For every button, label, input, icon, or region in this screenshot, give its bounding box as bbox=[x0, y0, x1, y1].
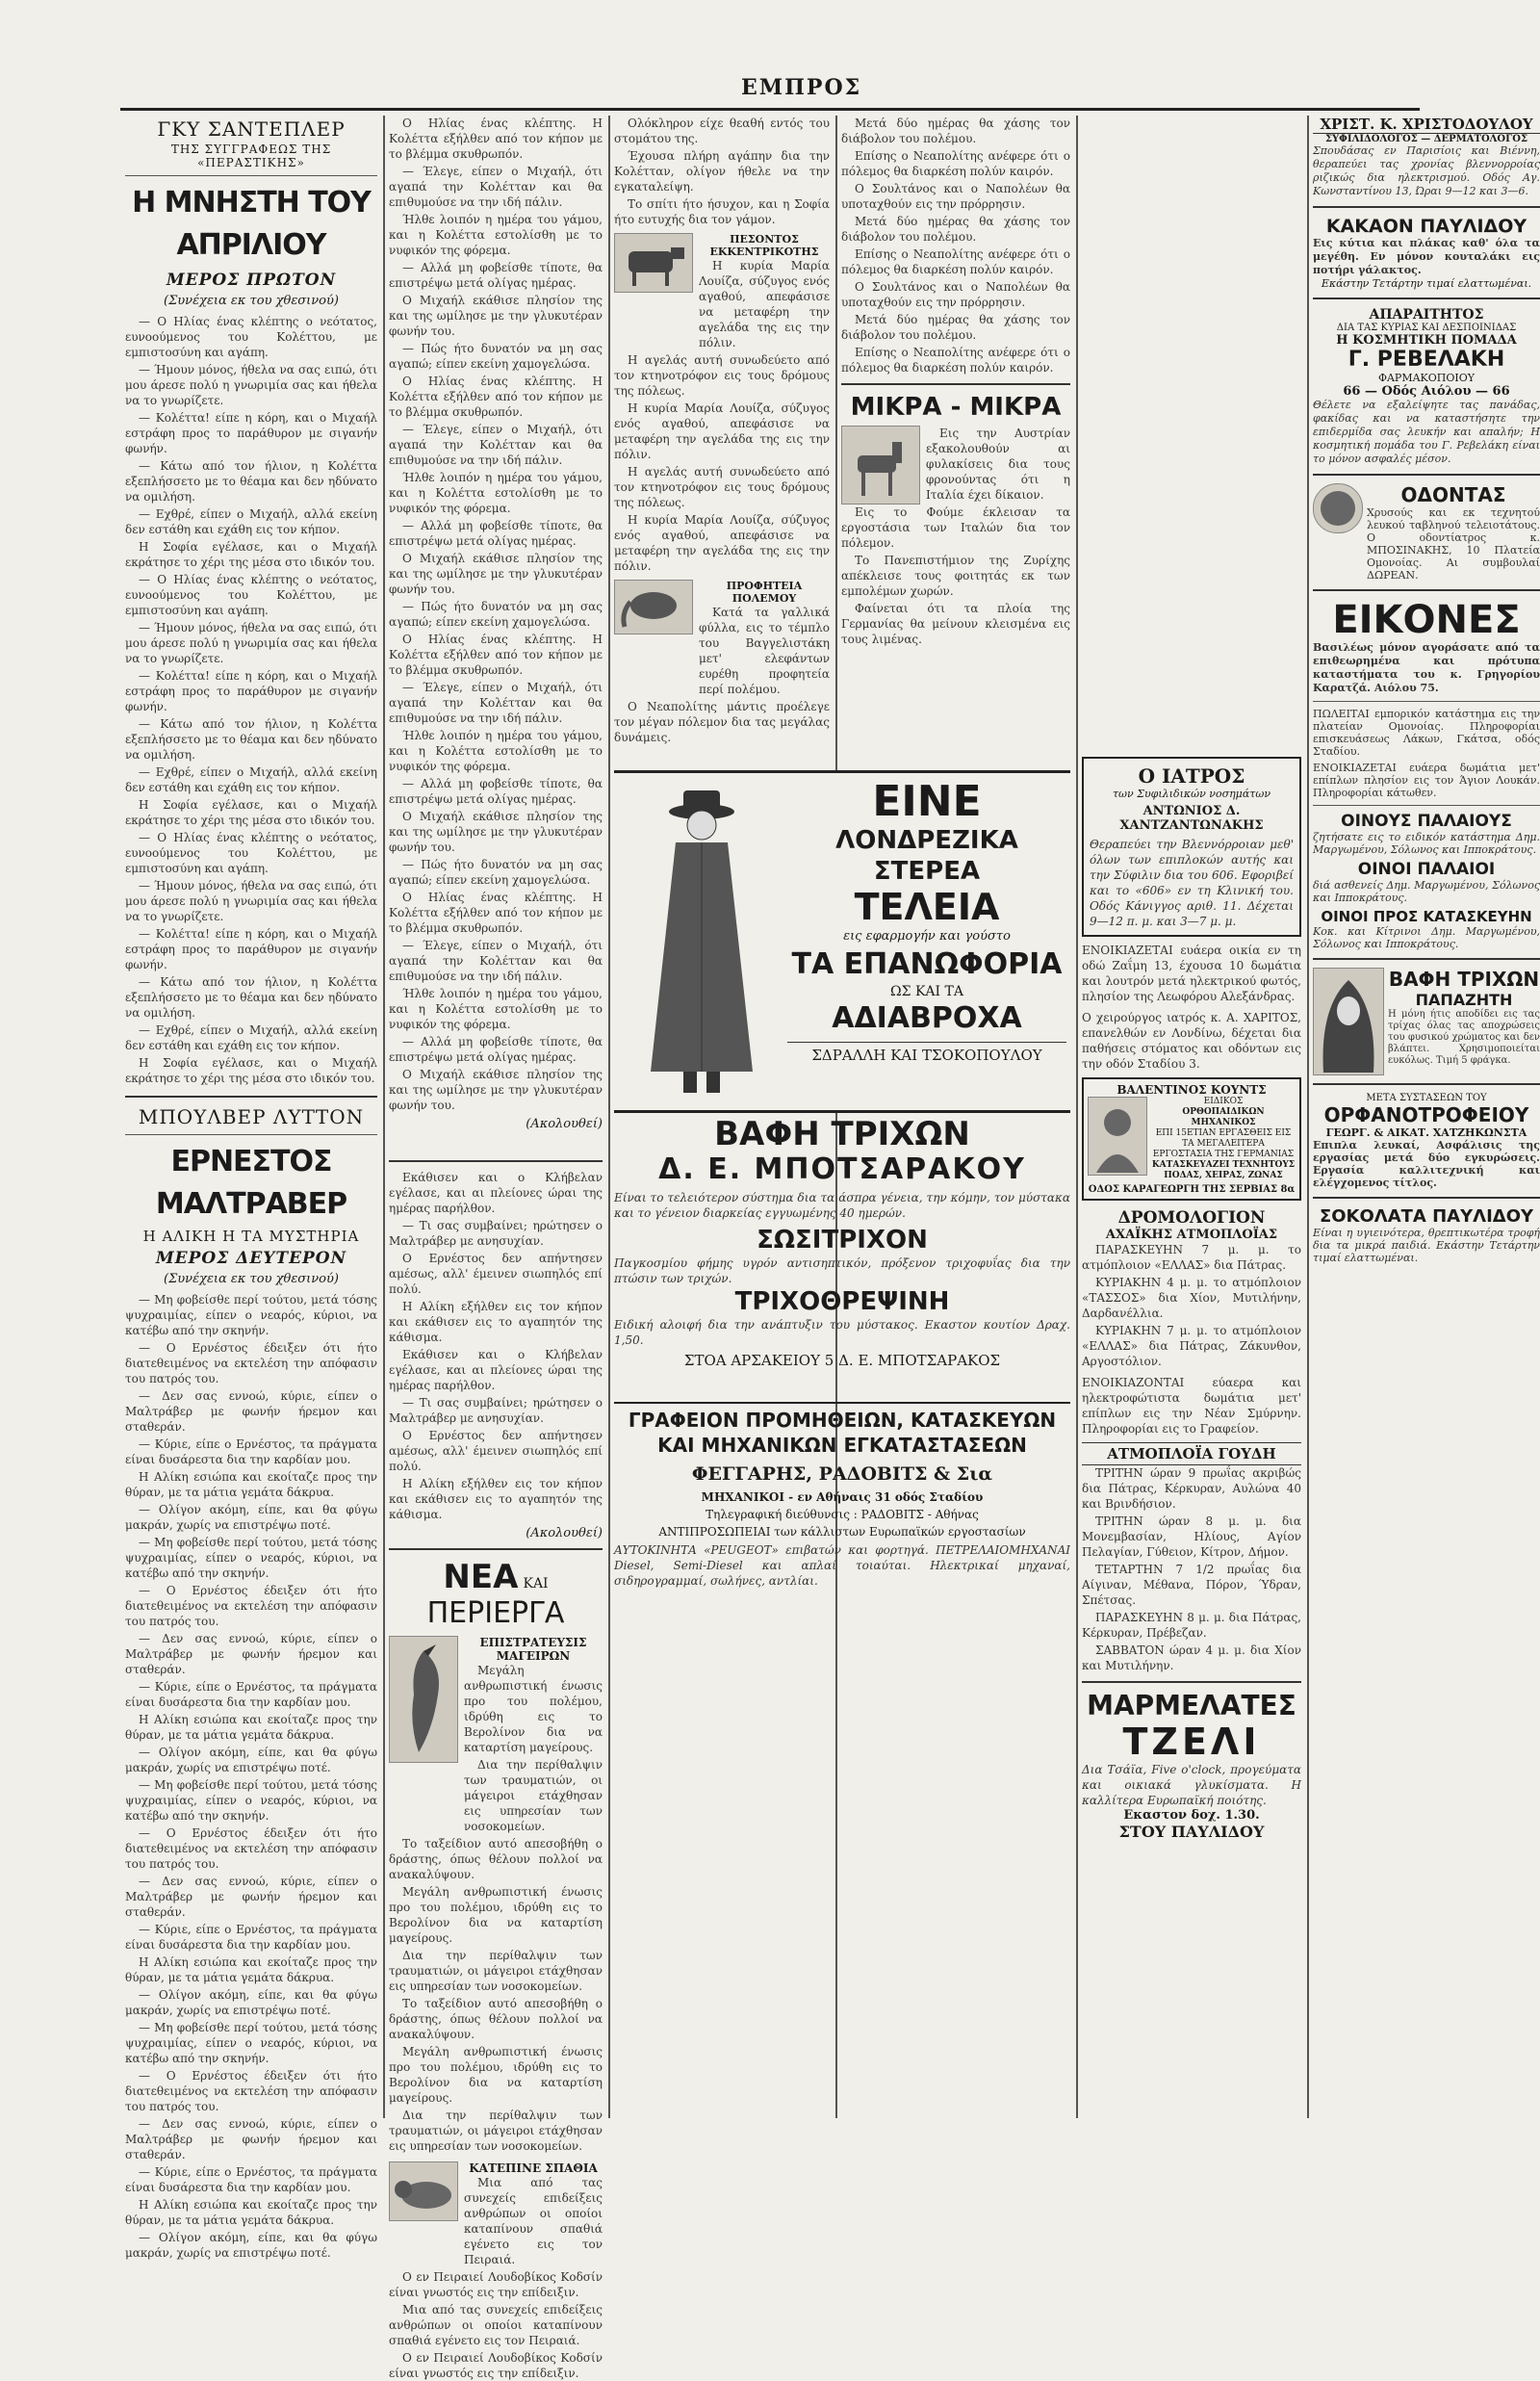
paragraph: Εκάθισεν και ο Κλήβελαν εγέλασε, και αι πλείονες ώραι της ημέρας παρήλθον. bbox=[389, 1348, 603, 1392]
paragraph: Μεγάλη ανθρωπιστική ένωσις προ του πολέμου, ιδρύθη εις το Βερολίνον δια να καταρτίση μαγείρους. bbox=[464, 1664, 603, 1754]
paragraph: Ο Μιχαήλ εκάθισε πλησίον της και της ωμίλησε με την γλυκυτέραν φωνήν του. bbox=[389, 294, 603, 338]
divider bbox=[125, 1134, 377, 1135]
ad-line: ΛΟΝΔΡΕΖΙΚΑ bbox=[835, 826, 1018, 855]
divider bbox=[389, 1160, 603, 1162]
paragraph: Μετά δύο ημέρας θα χάσης τον διάβολον του πολέμου. bbox=[841, 215, 1070, 244]
ad-text: Επιπλα λευκαί, Ασφάλισις της εργασίας μετά δύο εγκυρώσεις. Εργασία καλλιτεχνική και ελέγχομενος τίτλος. bbox=[1313, 1139, 1540, 1189]
continuation-note: (Συνέχεια εκ του χθεσινού) bbox=[164, 1272, 339, 1286]
paragraph: Η αγελάς αυτή συνωδεύετο από τον κτηνοτρόφον εις τους δρόμους της πόλεως. bbox=[614, 353, 830, 398]
paragraph: Δια την περίθαλψιν των τραυματιών, οι μάγειροι ετάχθησαν εις υπηρεσίαν των νοσοκομείων. bbox=[389, 2109, 603, 2153]
portrait-illustration bbox=[1088, 1097, 1147, 1176]
ad-line: ΦΑΡΜΑΚΟΠΟΙΟΥ bbox=[1377, 372, 1476, 384]
ad-text: Βασιλέως μόνον αγοράσατε από τα επιθεωρημένα και πρότυπα καταστήματα του κ. Γρηγορίου Καρατζά. Αιόλου 75. bbox=[1313, 641, 1540, 694]
divider bbox=[841, 383, 1070, 385]
ad-address: ΟΔΟΣ ΚΑΡΑΓΕΩΡΓΗ ΤΗΣ ΣΕΡΒΙΑΣ 8α bbox=[1088, 1184, 1296, 1195]
ad-title: ΚΑΙ ΜΗΧΑΝΙΚΩΝ ΕΓΚΑΤΑΣΤΑΣΕΩΝ bbox=[657, 1434, 1027, 1457]
ad-line: ΤΑ ΕΠΑΝΩΦΟΡΙΑ bbox=[791, 947, 1063, 981]
paragraph: — Ήμουν μόνος, ήθελα να σας ειπώ, ότι μου άρεσε πολύ η γνωριμία σας και ήθελα να το γνωρίζετε. bbox=[125, 363, 377, 407]
paragraph: — Πώς ήτο δυνατόν να μη σας αγαπώ; είπεν εκείνη χαμογελώσα. bbox=[389, 858, 603, 887]
paragraph: Ο Σουλτάνος και ο Ναπολέων θα υποταχθούν εις την πρόρρησιν. bbox=[841, 182, 1070, 211]
ad-title: ΔΡΟΜΟΛΟΓΙΟΝ bbox=[1117, 1208, 1266, 1228]
divider bbox=[1313, 805, 1540, 806]
news-item-text bbox=[389, 2269, 603, 2381]
ad-text: Θεραπεύει την Βλεννόρροιαν μεθ' όλων των επιπλοκών αυτής και την Σύφιλιν δια του 606. Εφοριβεί και το «606» εν τη Κλινική του. Οδός Κάνιγγος αριθ. 11. Δέχεται 9—12 π. μ. και 3—7 μ. μ. bbox=[1090, 838, 1294, 928]
paragraph: Εις το Φούμε έκλεισαν τα εργοστάσια των Ιταλών δια τον πόλεμον. bbox=[841, 505, 1070, 550]
ad-name: ΓΕΩΡΓ. & ΑΙΚΑΤ. ΧΑΤΖΗΚΩΝΣΤΑ bbox=[1325, 1126, 1527, 1139]
paragraph: Δια την περίθαλψιν των τραυματιών, οι μάγειροι ετάχθησαν εις υπηρεσίαν των νοσοκομείων. bbox=[389, 1949, 603, 1993]
news-item-text bbox=[614, 699, 830, 745]
paragraph: Η Αλίκη εσιώπα και εκοίταζε προς την θύραν, με τα μάτια γεμάτα δάκρυα. bbox=[125, 2198, 377, 2227]
tiger-illustration bbox=[389, 2161, 458, 2221]
man-in-coat-icon bbox=[620, 783, 783, 1100]
paragraph: — Μη φοβείσθε περί τούτου, μετά τόσης ψυχραιμίας, είπεν ο νεαρός, κύριοι, να κατέβω από την σκηνήν. bbox=[125, 1778, 377, 1823]
paragraph: — Δεν σας εννοώ, κύριε, είπεν ο Μαλτράβερ με φωνήν ήρεμον και σταθεράν. bbox=[125, 1389, 377, 1434]
paragraph: — Μη φοβείσθε περί τούτου, μετά τόσης ψυχραιμίας, είπεν ο νεαρός, κύριοι, να κατέβω από την σκηνήν. bbox=[125, 1536, 377, 1580]
news-section-title bbox=[389, 1558, 603, 1630]
ad-text: Ειδική αλοιφή δια την ανάπτυξιν του μύστακος. Εκαστον κουτίον Δραχ. 1,50. bbox=[614, 1318, 1070, 1347]
novel-continuation bbox=[389, 116, 603, 1113]
doctor-title: ΣΥΦΙΛΙΔΟΛΟΓΟΣ — ΔΕΡΜΑΤΟΛΟΓΟΣ bbox=[1324, 134, 1528, 144]
paragraph: — Ο Ηλίας ένας κλέπτης ο νεότατος, ευνοούμενος του Κολέττου, με εμπιστοσύνη και αγάπη. bbox=[125, 315, 377, 359]
crest-icon bbox=[1314, 484, 1362, 532]
paragraph: — Κάτω από τον ήλιον, η Κολέττα εξεπλήσσετο με το θέαμα και δεν ηδύνατο να ομιλήση. bbox=[125, 717, 377, 762]
paragraph: Μεγάλη ανθρωπιστική ένωσις προ του πολέμου, ιδρύθη εις το Βερολίνον δια να καταρτίση μαγείρους. bbox=[389, 1885, 603, 1945]
paragraph: — Έλεγε, είπεν ο Μιχαήλ, ότι αγαπά την Κολέτταν και θα επιθυμούσε να την ιδή πάλιν. bbox=[389, 939, 603, 983]
paragraph: — Πώς ήτο δυνατόν να μη σας αγαπώ; είπεν εκείνη χαμογελώσα. bbox=[389, 342, 603, 371]
paragraph: ΣΑΒΒΑΤΟΝ ώραν 4 μ. μ. δια Χίον και Μυτιλήνην. bbox=[1082, 1643, 1301, 1672]
classified-ad: ΕΝΟΙΚΙΑΖΕΤΑΙ ευάερα οικία εν τη οδώ Ζαΐμη 13, έχουσα 10 δωμάτια και λουτρόν μετά ηλεκτρικού φωτός, πλησίον της Λεωφόρου Αλεξάνδρας. bbox=[1082, 944, 1301, 1003]
paragraph: Η Σοφία εγέλασε, και ο Μιχαήλ εκράτησε το χέρι της μέσα στο ιδικόν του. bbox=[125, 540, 377, 569]
paragraph: — Έλεγε, είπεν ο Μιχαήλ, ότι αγαπά την Κολέτταν και θα επιθυμούσε να την ιδή πάλιν. bbox=[389, 681, 603, 725]
paragraph: Ο Μιχαήλ εκάθισε πλησίον της και της ωμίλησε με την γλυκυτέραν φωνήν του. bbox=[389, 810, 603, 854]
news-item-text bbox=[699, 258, 830, 350]
paragraph: — Κολέττα! είπε η κόρη, και ο Μιχαήλ εστράφη προς το παράθυρον με σιγανήν φωνήν. bbox=[125, 927, 377, 971]
divider bbox=[1313, 298, 1540, 299]
news-item-text bbox=[699, 605, 830, 697]
paragraph: Ήλθε λοιπόν η ημέρα του γάμου, και η Κολέττα εστολίσθη με το νυφικόν της φόρεμα. bbox=[389, 471, 603, 515]
ad-telegraph: Τηλεγραφική διεύθυνσις : ΡΑΔΟΒΙΤΣ - Αθήνας bbox=[706, 1508, 979, 1521]
ad-text: Χρυσούς και εκ τεχνητού λευκού ταβληνού τελειοτάτους. Ο οδοντίατρος κ. ΜΠΟΣΙΝΑΚΗΣ, 10 Πλατεία Ομονοίας. Αι συμβουλαί ΔΩΡΕΑΝ. bbox=[1367, 506, 1540, 582]
ad-agents: ΑΝΤΙΠΡΟΣΩΠΕΙΑΙ των κάλλιστων Ευρωπαϊκών εργοστασίων bbox=[658, 1525, 1026, 1539]
ad-text: Εις κύτια και πλάκας καθ' όλα τα μεγέθη. Εν μόνον κουταλάκι εις ποτήρι γάλακτος. bbox=[1313, 237, 1540, 276]
paragraph: Ο Ηλίας ένας κλέπτης. Η Κολέττα εξήλθεν από τον κήπον με το βλέμμα σκυθρωπόν. bbox=[389, 891, 603, 935]
ad-name: Γ. ΡΕΒΕΛΑΚΗ bbox=[1348, 348, 1505, 372]
orthopaedic-ad bbox=[1082, 1077, 1301, 1201]
paragraph: — Κάτω από τον ήλιον, η Κολέττα εξεπλήσσετο με το θέαμα και δεν ηδύνατο να ομιλήση. bbox=[125, 975, 377, 1020]
tiger-icon bbox=[390, 2162, 457, 2220]
classified-ad: Ο χειρούργος ιατρός κ. Α. ΧΑΡΙΤΟΣ, επανελθών εν Λονδίνω, δέχεται δια παθήσεις στόματος και οδόντων εις την οδόν Σταδίου 3. bbox=[1082, 1011, 1301, 1071]
ad-title: ΑΠΑΡΑΙΤΗΤΟΣ bbox=[1369, 307, 1484, 323]
paragraph: Ο Ηλίας ένας κλέπτης. Η Κολέττα εξήλθεν από τον κήπον με το βλέμμα σκυθρωπόν. bbox=[389, 633, 603, 677]
paragraph: — Δεν σας εννοώ, κύριε, είπεν ο Μαλτράβερ με φωνήν ήρεμον και σταθεράν. bbox=[125, 2117, 377, 2161]
author-subtitle: ΤΗΣ ΣΥΓΓΡΑΦΕΩΣ ΤΗΣ «ΠΕΡΑΣΤΙΚΗΣ» bbox=[170, 142, 332, 169]
author-name: ΓΚΥ ΣΑΝΤΕΠΛΕΡ bbox=[157, 117, 346, 141]
ad-title: ΟΙΝΟΙ ΠΡΟΣ ΚΑΤΑΣΚΕΥΗΝ bbox=[1321, 908, 1532, 925]
paragraph: Μετά δύο ημέρας θα χάσης τον διάβολον του πολέμου. bbox=[841, 116, 1070, 145]
paragraph: Επίσης ο Νεαπολίτης ανέφερε ότι ο πόλεμος θα διαρκέση πολύν καιρόν. bbox=[841, 346, 1070, 375]
ad-title: ΟΔΟΝΤΑΣ bbox=[1400, 483, 1506, 506]
paragraph: Ολόκληρον είχε θεαθή εντός του στομάτου της. bbox=[614, 116, 830, 145]
ad-text: Σπουδάσας εν Παρισίοις και Βιέννη, θεραπεύει τας χρονίας βλεννορροίας ριζικώς δια ηλεκτρισμού. Οδός Αγ. Κωνσταντίνου 13, Ώραι 9—12 και 3—6. bbox=[1313, 144, 1540, 197]
novel-continuation bbox=[389, 1170, 603, 1522]
divider bbox=[125, 175, 377, 176]
paragraph: — Ο Ερνέστος έδειξεν ότι ήτο διατεθειμένος να εκτελέση την απόφασιν του πατρός του. bbox=[125, 1826, 377, 1871]
ad-text: Η μόνη ήτις αποδίδει εις τας τρίχας όλας τας αποχρώσεις του φυσικού χρώματος και δεν βλάπτει. Χρησιμοποιείται ευκόλως. Τιμή 5 φράγκα. bbox=[1388, 1009, 1540, 1066]
news-item-text bbox=[464, 1663, 603, 1834]
ad-address: 66 — Οδός Αιόλου — 66 bbox=[1343, 384, 1510, 399]
paragraph: Ο Μιχαήλ εκάθισε πλησίον της και της ωμίλησε με την γλυκυτέραν φωνήν του. bbox=[389, 1068, 603, 1112]
ad-text: ΑΥΤΟΚΙΝΗΤΑ «PEUGEOT» επιβατών και φορτηγά. ΠΕΤΡΕΛΑΙΟΜΗΧΑΝΑΙ Diesel, Semi-Diesel και απλαί τοιαύται. Ηλεκτρικαί μηχαναί, σιδηρογραμμαί, σωλήνες, αντλίαι. bbox=[614, 1543, 1070, 1588]
paragraph: — Ήμουν μόνος, ήθελα να σας ειπώ, ότι μου άρεσε πολύ η γνωριμία σας και ήθελα να το γνωρίζετε. bbox=[125, 621, 377, 665]
author-name: ΜΠΟΥΛΒΕΡ ΛΥΤΤΟΝ bbox=[138, 1105, 365, 1128]
cow-illustration bbox=[614, 233, 693, 293]
novel-part: ΜΕΡΟΣ ΔΕΥΤΕΡΟΝ bbox=[155, 1249, 347, 1268]
paragraph: — Εχθρέ, είπεν ο Μιχαήλ, αλλά εκείνη δεν εστάθη και εχάθη εις τον κήπον. bbox=[125, 1023, 377, 1052]
crest-illustration bbox=[1313, 483, 1363, 533]
news-item-text bbox=[841, 505, 1070, 647]
doctor-ad bbox=[1082, 757, 1301, 937]
column-divider bbox=[608, 116, 610, 2118]
divider bbox=[1313, 701, 1540, 702]
ad-product: Η ΚΟΣΜΗΤΙΚΗ ΠΟΜΑΔΑ bbox=[1336, 333, 1517, 348]
paragraph: Ήλθε λοιπόν η ημέρα του γάμου, και η Κολέττα εστολίσθη με το νυφικόν της φόρεμα. bbox=[389, 729, 603, 773]
paragraph: Εκάθισεν και ο Κλήβελαν εγέλασε, και αι πλείονες ώραι της ημέρας παρήλθον. bbox=[389, 1171, 603, 1215]
paragraph: — Δεν σας εννοώ, κύριε, είπεν ο Μαλτράβερ με φωνήν ήρεμον και σταθεράν. bbox=[125, 1632, 377, 1676]
news-item-text bbox=[614, 352, 830, 574]
divider bbox=[389, 1548, 603, 1550]
paragraph: Μια από τας συνεχείς επιδείξεις ανθρώπων οι οποίοι καταπίνουν σπαθιά εγένετο εις τον Πειραιά. bbox=[389, 2303, 603, 2347]
ad-title: ΓΡΑΦΕΙΟΝ ΠΡΟΜΗΘΕΙΩΝ, ΚΑΤΑΣΚΕΥΩΝ bbox=[628, 1409, 1057, 1432]
schedule-text bbox=[1082, 1242, 1301, 1369]
elephant-illustration bbox=[614, 580, 693, 634]
news-item-heading: ΕΠΙΣΤΡΑΤΕΥΣΙΣ ΜΑΓΕΙΡΩΝ bbox=[479, 1636, 587, 1663]
paragraph: — Κολέττα! είπε η κόρη, και ο Μιχαήλ εστράφη προς το παράθυρον με σιγανήν φωνήν. bbox=[125, 411, 377, 455]
paragraph: Μετά δύο ημέρας θα χάσης τον διάβολον του πολέμου. bbox=[841, 313, 1070, 342]
paragraph: — Έλεγε, είπεν ο Μιχαήλ, ότι αγαπά την Κολέτταν και θα επιθυμούσε να την ιδή πάλιν. bbox=[389, 165, 603, 209]
horse-illustration bbox=[841, 426, 920, 505]
novel-title: Η ΜΝΗΣΤΗ ΤΟΥ ΑΠΡΙΛΙΟΥ bbox=[132, 186, 371, 262]
paragraph: — Ο Ηλίας ένας κλέπτης ο νεότατος, ευνοούμενος του Κολέττου, με εμπιστοσύνη και αγάπη. bbox=[125, 573, 377, 617]
paragraph: ΤΕΤΑΡΤΗΝ 7 1/2 πρωΐας δια Αίγιναν, Μέθανα, Πόρον, Ύδραν, Σπέτσας. bbox=[1082, 1563, 1301, 1607]
paragraph: ΤΡΙΤΗΝ ώραν 8 μ. μ. δια Μονεμβασίαν, Ηλίους, Αγίον Πελαγίαν, Γύθειον, Κίτρον, Δήμον. bbox=[1082, 1514, 1301, 1559]
masthead bbox=[0, 0, 1540, 116]
ad-firm: ΦΕΓΓΑΡΗΣ, ΡΑΔΟΒΙΤΣ & Σια bbox=[691, 1463, 993, 1485]
paragraph: Η αγελάς αυτή συνωδεύετο από τον κτηνοτρόφον εις τους δρόμους της πόλεως. bbox=[614, 465, 830, 509]
ad-subtitle: ΤΡΙΧΟΘΡΕΨΙΝΗ bbox=[734, 1287, 950, 1316]
ad-title: ΚΑΚΑΟΝ ΠΑΥΛΙΔΟΥ bbox=[1325, 216, 1527, 237]
paragraph: ΠΑΡΑΣΚΕΥΗΝ 7 μ. μ. το ατμόπλοιον «ΕΛΛΑΣ» δια Πάτρας. bbox=[1082, 1243, 1301, 1272]
paragraph: Η κυρία Μαρία Λουίζα, σύζυγος ενός αγαθού, απεφάσισε να μεταφέρη την αγελάδα της εις την πόλιν. bbox=[614, 513, 830, 573]
ad-subtitle: ΔΙΑ ΤΑΣ ΚΥΡΙΑΣ ΚΑΙ ΔΕΣΠΟΙΝΙΔΑΣ bbox=[1336, 323, 1517, 333]
news-item-heading: ΠΕΣΟΝΤΟΣ ΕΚΚΕΝΤΡΙΚΟΤΗΣ bbox=[709, 233, 819, 258]
ad-line: ΕΙΔΙΚΟΣ bbox=[1203, 1097, 1244, 1106]
mikra-title: ΜΙΚΡΑ - ΜΙΚΡΑ bbox=[850, 393, 1062, 422]
article-text bbox=[841, 116, 1070, 375]
ad-title: ΤΖΕΛΙ bbox=[1122, 1721, 1261, 1763]
paragraph: Ο Νεαπολίτης μάντις προέλεγε τον μέγαν πόλεμον δια τας μεγάλας δυνάμεις. bbox=[614, 700, 830, 744]
paragraph: Ήλθε λοιπόν η ημέρα του γάμου, και η Κολέττα εστολίσθη με το νυφικόν της φόρεμα. bbox=[389, 213, 603, 257]
classified-ad: ΠΩΛΕΙΤΑΙ εμπορικόν κατάστημα εις την πλατείαν Ομονοίας. Πληροφορίαι επισκευάσεως Λάκων, Γκάτσα, οδός Σταδίου. bbox=[1313, 708, 1540, 758]
paragraph: Η κυρία Μαρία Λουίζα, σύζυγος ενός αγαθού, απεφάσισε να μεταφέρη την αγελάδα της εις την πόλιν. bbox=[614, 401, 830, 461]
ad-line: εις εφαρμογήν και γούστο bbox=[843, 929, 1011, 944]
woman-portrait-icon bbox=[1314, 969, 1383, 1074]
classified-ad: ΕΝΟΙΚΙΑΖΟΝΤΑΙ εύαερα και ηλεκτροφώτιστα δωμάτια μετ' επίπλων εις την Νέαν Σμύρνην. Πληροφορίαι εις το Γραφείον. bbox=[1082, 1376, 1301, 1436]
ad-line: ΤΕΛΕΙΑ bbox=[854, 886, 1000, 928]
to-be-continued: (Ακολουθεί) bbox=[526, 1526, 603, 1540]
paragraph: — Ήμουν μόνος, ήθελα να σας ειπώ, ότι μου άρεσε πολύ η γνωριμία σας και ήθελα να το γνωρίζετε. bbox=[125, 879, 377, 923]
ad-title: ΠΑΠΑΖΗΤΗ bbox=[1415, 991, 1513, 1009]
paragraph: Το ταξείδιον αυτό απεσοβήθη ο δράστης, όπως θέλουν πολλοί να ανακαλύψουν. bbox=[389, 1997, 603, 2041]
paragraph: Το ταξείδιον αυτό απεσοβήθη ο δράστης, όπως θέλουν πολλοί να ανακαλύψουν. bbox=[389, 1837, 603, 1881]
hair-dye-advertisement bbox=[614, 1115, 1070, 1394]
ad-address: ΣΤΟΑ ΑΡΣΑΚΕΙΟΥ 5 Δ. Ε. ΜΠΟΤΣΑΡΑΚΟΣ bbox=[683, 1352, 1001, 1369]
paragraph: — Ολίγον ακόμη, είπε, και θα φύγω μακράν, χωρίς να επιστρέψω ποτέ. bbox=[125, 2231, 377, 2260]
divider bbox=[125, 1096, 377, 1098]
divider bbox=[1313, 589, 1540, 591]
to-be-continued: (Ακολουθεί) bbox=[526, 1117, 603, 1131]
elephant-icon bbox=[615, 581, 692, 634]
schedule-text bbox=[1082, 1465, 1301, 1673]
news-title-word: ΚΑΙ bbox=[523, 1576, 549, 1592]
ad-title: ΒΑΛΕΝΤΙΝΟΣ ΚΟΥΝΤΣ bbox=[1116, 1083, 1267, 1097]
ad-shop: ΣΤΟΥ ΠΑΥΛΙΔΟΥ bbox=[1118, 1823, 1265, 1841]
paragraph: — Τι σας συμβαίνει; ηρώτησεν ο Μαλτράβερ με ανησυχίαν. bbox=[389, 1396, 603, 1425]
paragraph: — Ο Ερνέστος έδειξεν ότι ήτο διατεθειμένος να εκτελέση την απόφασιν του πατρός του. bbox=[125, 1341, 377, 1385]
paragraph: — Αλλά μη φοβείσθε τίποτε, θα επιστρέψω μετά ολίγας ημέρας. bbox=[389, 519, 603, 548]
paragraph: Κατά τα γαλλικά φύλλα, εις το τέμπλο του Βαγγελιστάκη μετ' ελεφάντων ευρέθη προφητεία περί πολέμου. bbox=[699, 606, 830, 696]
doctor-name: ΑΝΤΩΝΙΟΣ Δ. ΧΑΝΤΖΑΝΤΩΝΑΚΗΣ bbox=[1119, 804, 1264, 833]
paragraph: Ο Ερνέστος δεν απήντησεν αμέσως, αλλ' έμεινεν σιωπηλός επί πολύ. bbox=[389, 1252, 603, 1296]
paragraph: Φαίνεται ότι τα πλοία της Γερμανίας θα μείνουν κλεισμένα εις τους λιμένας. bbox=[841, 602, 1070, 646]
paragraph: Ο Σουλτάνος και ο Ναπολέων θα υποταχθούν εις την πρόρρησιν. bbox=[841, 280, 1070, 309]
novel-subtitle: Η ΑΛΙΚΗ Η ΤΑ ΜΥΣΤΗΡΙΑ bbox=[142, 1228, 360, 1245]
paragraph: — Ο Ερνέστος έδειξεν ότι ήτο διατεθειμένος να εκτελέση την απόφασιν του πατρός του. bbox=[125, 2069, 377, 2113]
column-divider bbox=[383, 116, 385, 2118]
paragraph: Μια από τας συνεχείς επιδείξεις ανθρώπων οι οποίοι καταπίνουν σπαθιά εγένετο εις τον Πειραιά. bbox=[464, 2176, 603, 2266]
paragraph: — Ο Ηλίας ένας κλέπτης ο νεότατος, ευνοούμενος του Κολέττου, με εμπιστοσύνη και αγάπη. bbox=[125, 831, 377, 875]
paragraph: Ήλθε λοιπόν η ημέρα του γάμου, και η Κολέττα εστολίσθη με το νυφικόν της φόρεμα. bbox=[389, 987, 603, 1031]
paragraph: — Κύριε, είπε ο Ερνέστος, τα πράγματα είναι δυσάρεστα δια την καρδίαν μου. bbox=[125, 1437, 377, 1466]
paragraph: Ο εν Πειραιεί Λουδοβίκος Κοδσίν είναι γνωστός εις την επίδειξιν. bbox=[389, 2270, 603, 2299]
paragraph: — Πώς ήτο δυνατόν να μη σας αγαπώ; είπεν εκείνη χαμογελώσα. bbox=[389, 600, 603, 629]
ad-line: ΚΑΤΑΣΚΕΥΑΖΕΙ ΤΕΧΝΗΤΟΥΣ ΠΟΔΑΣ, ΧΕΙΡΑΣ, ΖΩΝΑΣ bbox=[1151, 1160, 1296, 1180]
classified-ad: ΕΝΟΙΚΙΑΖΕΤΑΙ ευάερα δωμάτια μετ' επίπλων πλησίον εις τον Άγιον Λουκάν. Πληροφορίαι κάτωθεν. bbox=[1313, 762, 1540, 799]
doctor-name: ΧΡΙΣΤ. Κ. ΧΡΙΣΤΟΔΟΥΛΟΥ bbox=[1313, 116, 1540, 134]
ad-note: Εκάστην Τετάρτην τιμαί ελαττωμέναι. bbox=[1321, 277, 1532, 290]
paragraph: — Αλλά μη φοβείσθε τίποτε, θα επιστρέψω μετά ολίγας ημέρας. bbox=[389, 261, 603, 290]
novel-title: ΕΡΝΕΣΤΟΣ ΜΑΛΤΡΑΒΕΡ bbox=[155, 1145, 347, 1221]
paragraph: Επίσης ο Νεαπολίτης ανέφερε ότι ο πόλεμος θα διαρκέση πολύν καιρόν. bbox=[841, 247, 1070, 276]
bird-illustration bbox=[389, 1636, 458, 1763]
ad-text: Δια Τσάϊα, Five o'clock, προγεύματα και οικιακά γλυκίσματα. Η καλλίτερα Ευρωπαϊκή ποιότης. bbox=[1082, 1763, 1301, 1807]
paragraph: Επίσης ο Νεαπολίτης ανέφερε ότι ο πόλεμος θα διαρκέση πολύν καιρόν. bbox=[841, 149, 1070, 178]
paragraph: Μεγάλη ανθρωπιστική ένωσις προ του πολέμου, ιδρύθη εις το Βερολίνον δια να καταρτίση μαγείρους. bbox=[389, 2045, 603, 2105]
ad-title: ΑΤΜΟΠΛΟΪΑ ΓΟΥΔΗ bbox=[1082, 1442, 1301, 1465]
divider bbox=[1313, 1197, 1540, 1199]
ad-title: ΒΑΦΗ ΤΡΙΧΩΝ bbox=[714, 1115, 970, 1153]
newspaper-title: ΕΜΠΡΟΣ bbox=[741, 75, 862, 100]
paragraph: — Ο Ερνέστος έδειξεν ότι ήτο διατεθειμένος να εκτελέση την απόφασιν του πατρός του. bbox=[125, 1584, 377, 1628]
article-text bbox=[614, 116, 830, 227]
paragraph: ΠΑΡΑΣΚΕΥΗΝ 8 μ. μ. δια Πάτρας, Κέρκυραν, Πρέβεζαν. bbox=[1082, 1611, 1301, 1640]
ad-text: διά ασθενείς Δημ. Μαργωμένου, Σόλωνος και Ιπποκράτους. bbox=[1313, 879, 1540, 904]
paragraph: Εις την Αυστρίαν εξακολουθούν αι φυλακίσεις δια τους φρονούντας ότι η Ιταλία έχει δίκαιον. bbox=[926, 427, 1070, 502]
news-title-word: ΝΕΑ bbox=[443, 1558, 519, 1596]
ad-text: Είναι η υγιεινότερα, θρεπτικωτέρα τροφή δια τα μικρά παιδιά. Εκάστην Τετάρτην τιμαί ελαττωμέναι. bbox=[1313, 1227, 1540, 1264]
paragraph: — Αλλά μη φοβείσθε τίποτε, θα επιστρέψω μετά ολίγας ημέρας. bbox=[389, 1035, 603, 1064]
bird-icon bbox=[390, 1637, 457, 1762]
paragraph: — Ολίγον ακόμη, είπε, και θα φύγω μακράν, χωρίς να επιστρέψω ποτέ. bbox=[125, 1746, 377, 1774]
ad-title: ΒΑΦΗ ΤΡΙΧΩΝ bbox=[1388, 968, 1540, 991]
ad-text: ζητήσατε εις το ειδικόν κατάστημα Δημ. Μαργωμένου, Σόλωνος και Ιπποκράτους. bbox=[1313, 831, 1540, 856]
paragraph: — Δεν σας εννοώ, κύριε, είπεν ο Μαλτράβερ με φωνήν ήρεμον και σταθεράν. bbox=[125, 1875, 377, 1919]
ad-subtitle: ΑΧΑΪΚΗΣ ΑΤΜΟΠΛΟΪΑΣ bbox=[1105, 1228, 1278, 1242]
masthead-rule bbox=[120, 108, 1420, 111]
woman-portrait-illustration bbox=[1313, 968, 1384, 1075]
paragraph: Ο εν Πειραιεί Λουδοβίκος Κοδσίν είναι γνωστός εις την επίδειξιν. bbox=[389, 2351, 603, 2380]
news-item-text bbox=[926, 426, 1070, 505]
divider bbox=[1313, 958, 1540, 960]
divider bbox=[1313, 1083, 1540, 1085]
paragraph: Ο Ηλίας ένας κλέπτης. Η Κολέττα εξήλθεν από τον κήπον με το βλέμμα σκυθρωπόν. bbox=[389, 375, 603, 419]
paragraph: — Κάτω από τον ήλιον, η Κολέττα εξεπλήσσετο με το θέαμα και δεν ηδύνατο να ομιλήση. bbox=[125, 459, 377, 504]
news-item-heading: ΠΡΟΦΗΤΕΙΑ ΠΟΛΕΜΟΥ bbox=[726, 580, 803, 605]
ad-line: ΣΤΕΡΕΑ bbox=[873, 857, 981, 886]
divider bbox=[1313, 206, 1540, 208]
column-5 bbox=[1313, 116, 1540, 2118]
paragraph: Ο Μιχαήλ εκάθισε πλησίον της και της ωμίλησε με την γλυκυτέραν φωνήν του. bbox=[389, 552, 603, 596]
paragraph: Η Αλίκη εξήλθεν εις τον κήπον και εκάθισεν εις το αγαπητόν της κάθισμα. bbox=[389, 1300, 603, 1344]
paragraph: — Κύριε, είπε ο Ερνέστος, τα πράγματα είναι δυσάρεστα δια την καρδίαν μου. bbox=[125, 1923, 377, 1952]
horse-icon bbox=[842, 427, 919, 504]
ad-title: ΟΙΝΟΥΣ ΠΑΛΑΙΟΥΣ bbox=[1341, 812, 1512, 831]
paragraph: Η Σοφία εγέλασε, και ο Μιχαήλ εκράτησε το χέρι της μέσα στο ιδικόν του. bbox=[125, 798, 377, 827]
paragraph: ΤΡΙΤΗΝ ώραν 9 πρωΐας ακριβώς δια Πάτρας, Κέρκυραν, Αυλώνα 40 και Βρινδήσιον. bbox=[1082, 1466, 1301, 1511]
paragraph: — Ολίγον ακόμη, είπε, και θα φύγω μακράν, χωρίς να επιστρέψω ποτέ. bbox=[125, 1503, 377, 1532]
paragraph: — Αλλά μη φοβείσθε τίποτε, θα επιστρέψω μετά ολίγας ημέρας. bbox=[389, 777, 603, 806]
engineering-advertisement bbox=[614, 1402, 1070, 1712]
paragraph: — Μη φοβείσθε περί τούτου, μετά τόσης ψυχραιμίας, είπεν ο νεαρός, κύριοι, να κατέβω από την σκηνήν. bbox=[125, 2021, 377, 2065]
news-item-text bbox=[464, 2175, 603, 2267]
novel-text bbox=[125, 314, 377, 1086]
ad-title: Δ. Ε. ΜΠΟΤΣΑΡΑΚΟΥ bbox=[658, 1152, 1026, 1186]
ad-text: Κοκ. και Κίτρινοι Δημ. Μαργωμένου, Σόλωνος και Ιπποκράτους. bbox=[1313, 925, 1540, 950]
paragraph: — Κύριε, είπε ο Ερνέστος, τα πράγματα είναι δυσάρεστα δια την καρδίαν μου. bbox=[125, 1680, 377, 1709]
ad-title: ΕΙΚΟΝΕΣ bbox=[1332, 598, 1521, 642]
ad-headline: ΕΙΝΕ bbox=[872, 777, 982, 826]
novel-part: ΜΕΡΟΣ ΠΡΩΤΟΝ bbox=[166, 271, 337, 290]
ad-text: Θέλετε να εξαλείψητε τας πανάδας, φακίδας και να καταστήσητε την επιδερμίδα σας λευκήν και απαλήν; Η κοσμητική πομάδα του Γ. Ρεβελάκη είναι το μόνον ασφαλές μέσον. bbox=[1313, 399, 1540, 465]
column-2 bbox=[389, 116, 603, 2380]
paragraph: Ο Ηλίας ένας κλέπτης. Η Κολέττα εξήλθεν από τον κήπον με το βλέμμα σκυθρωπόν. bbox=[389, 116, 603, 161]
column-4-lower bbox=[1082, 751, 1301, 2118]
paragraph: — Ολίγον ακόμη, είπε, και θα φύγω μακράν, χωρίς να επιστρέψω ποτέ. bbox=[125, 1988, 377, 2017]
ad-firm: ΣΔΡΑΛΛΗ ΚΑΙ ΤΣΟΚΟΠΟΥΛΟΥ bbox=[787, 1042, 1066, 1064]
ad-text: Είναι το τελειότερον σύστημα δια τα άσπρα γένεια, την κόμην, τον μύστακα και το γένειον διαρκείας εγγυωμένης 40 ημερών. bbox=[614, 1191, 1070, 1220]
paragraph: Η Αλίκη εσιώπα και εκοίταζε προς την θύραν, με τα μάτια γεμάτα δάκρυα. bbox=[125, 1955, 377, 1984]
ad-subtitle: των Συφιλιδικών νοσημάτων bbox=[1112, 788, 1271, 800]
column-divider bbox=[1076, 116, 1078, 2118]
paragraph: Ο Ερνέστος δεν απήντησεν αμέσως, αλλ' έμεινεν σιωπηλός επί πολύ. bbox=[389, 1429, 603, 1473]
ad-title: ΟΙΝΟΙ ΠΑΛΑΙΟΙ bbox=[1357, 860, 1496, 879]
ad-line: ΑΔΙΑΒΡΟΧΑ bbox=[832, 1001, 1022, 1035]
news-item-heading: ΚΑΤΕΠΙΝΕ ΣΠΑΘΙΑ bbox=[469, 2161, 598, 2175]
paragraph: Το Πανεπιστήμιον της Ζυρίχης απέκλεισε τους φοιτητάς εκ των εμπολέμων χωρών. bbox=[841, 554, 1070, 598]
news-item-text bbox=[389, 1836, 603, 2154]
paragraph: Η Αλίκη εξήλθεν εις τον κήπον και εκάθισεν εις το αγαπητόν της κάθισμα. bbox=[389, 1477, 603, 1521]
paragraph: Δια την περίθαλψιν των τραυματιών, οι μάγειροι ετάχθησαν εις υπηρεσίαν των νοσοκομείων. bbox=[464, 1758, 603, 1833]
paragraph: Η Αλίκη εσιώπα και εκοίταζε προς την θύραν, με τα μάτια γεμάτα δάκρυα. bbox=[125, 1713, 377, 1742]
paragraph: Η Αλίκη εσιώπα και εκοίταζε προς την θύραν, με τα μάτια γεμάτα δάκρυα. bbox=[125, 1470, 377, 1499]
ad-line: ΜΕΤΑ ΣΥΣΤΑΣΕΩΝ ΤΟΥ bbox=[1366, 1093, 1487, 1103]
paragraph: — Εχθρέ, είπεν ο Μιχαήλ, αλλά εκείνη δεν εστάθη και εχάθη εις τον κήπον. bbox=[125, 507, 377, 536]
ad-title: Ο ΙΑΤΡΟΣ bbox=[1138, 764, 1245, 788]
paragraph: — Τι σας συμβαίνει; ηρώτησεν ο Μαλτράβερ με ανησυχίαν. bbox=[389, 1219, 603, 1248]
portrait-icon bbox=[1089, 1098, 1146, 1175]
ad-subtitle: ΣΩΣΙΤΡΙΧΟΝ bbox=[757, 1226, 928, 1255]
ad-line: ΕΠΙ 15ΕΤΙΑΝ ΕΡΓΑΣΘΕΙΣ ΕΙΣ ΤΑ ΜΕΓΑΛΕΙΤΕΡΑ ΕΡΓΟΣΤΑΣΙΑ ΤΗΣ ΓΕΡΜΑΝΙΑΣ bbox=[1152, 1128, 1295, 1159]
ad-text: Παγκοσμίου φήμης υγρόν αντισηπτικόν, πρόξενον τριχοφυΐας δια την πτώσιν των τριχών. bbox=[614, 1256, 1070, 1285]
paragraph: Η Σοφία εγέλασε, και ο Μιχαήλ εκράτησε το χέρι της μέσα στο ιδικόν του. bbox=[125, 1056, 377, 1085]
cow-icon bbox=[615, 234, 692, 292]
ad-line: ΩΣ ΚΑΙ ΤΑ bbox=[890, 984, 963, 999]
news-title-word: ΠΕΡΙΕΡΓΑ bbox=[426, 1596, 565, 1630]
paragraph: Το σπίτι ήτο ήσυχον, και η Σοφία ήτο ευτυχής δια τον γάμον. bbox=[614, 197, 830, 226]
continuation-note: (Συνέχεια εκ του χθεσινού) bbox=[164, 294, 339, 308]
paragraph: — Εχθρέ, είπεν ο Μιχαήλ, αλλά εκείνη δεν εστάθη και εχάθη εις τον κήπον. bbox=[125, 765, 377, 794]
paragraph: Έχουσα πλήρη αγάπην δια την Κολέτταν, ολίγον ήθελε να την εγκαταλείψη. bbox=[614, 149, 830, 194]
column-divider bbox=[1307, 116, 1309, 2118]
paragraph: — Κύριε, είπε ο Ερνέστος, τα πράγματα είναι δυσάρεστα δια την καρδίαν μου. bbox=[125, 2165, 377, 2194]
divider bbox=[1313, 474, 1540, 476]
ad-line: ΜΗΧΑΝΙΚΟΙ - εν Αθήναις 31 οδός Σταδίου bbox=[701, 1490, 984, 1504]
paragraph: Η κυρία Μαρία Λουίζα, σύζυγος ενός αγαθού, απεφάσισε να μεταφέρη την αγελάδα της εις την πόλιν. bbox=[699, 259, 830, 349]
divider bbox=[1082, 1681, 1301, 1683]
paragraph: — Έλεγε, είπεν ο Μιχαήλ, ότι αγαπά την Κολέτταν και θα επιθυμούσε να την ιδή πάλιν. bbox=[389, 423, 603, 467]
paragraph: — Κολέττα! είπε η κόρη, και ο Μιχαήλ εστράφη προς το παράθυρον με σιγανήν φωνήν. bbox=[125, 669, 377, 713]
ad-price: Εκαστον δοχ. 1.30. bbox=[1123, 1808, 1260, 1823]
paragraph: ΚΥΡΙΑΚΗΝ 4 μ. μ. το ατμόπλοιον «ΤΑΣΣΟΣ» δια Χίον, Μυτιλήνην, Δαρδανέλλια. bbox=[1082, 1276, 1301, 1320]
ad-title: ΟΡΦΑΝΟΤΡΟΦΕΙΟΥ bbox=[1323, 1103, 1529, 1126]
novel-text bbox=[125, 1292, 377, 2261]
ad-title: ΜΑΡΜΕΛΑΤΕΣ bbox=[1087, 1690, 1296, 1721]
ad-line: ΟΡΘΟΠΑΙΔΙΚΩΝ ΜΗΧΑΝΙΚΟΣ bbox=[1182, 1107, 1265, 1127]
paragraph: ΚΥΡΙΑΚΗΝ 7 μ. μ. το ατμόπλοιον «ΕΛΛΑΣ» δια Πάτρας, Ζάκυνθον, Αργοστόλιον. bbox=[1082, 1324, 1301, 1368]
man-in-coat-illustration bbox=[620, 783, 783, 1100]
coats-advertisement bbox=[614, 770, 1070, 1113]
column-1 bbox=[125, 116, 377, 2260]
paragraph: — Μη φοβείσθε περί τούτου, μετά τόσης ψυχραιμίας, είπεν ο νεαρός, κύριοι, να κατέβω από την σκηνήν. bbox=[125, 1293, 377, 1337]
ad-title: ΣΟΚΟΛΑΤΑ ΠΑΥΛΙΔΟΥ bbox=[1319, 1206, 1534, 1227]
